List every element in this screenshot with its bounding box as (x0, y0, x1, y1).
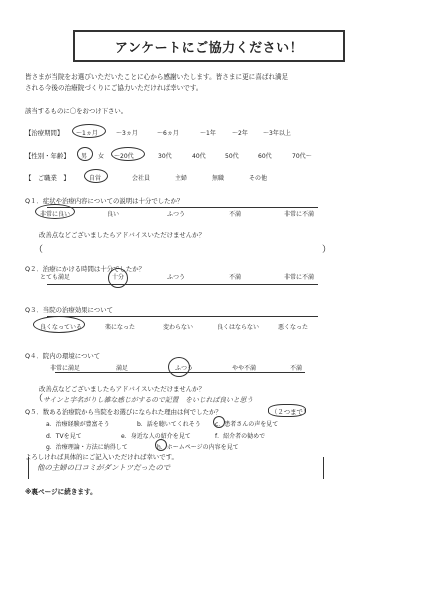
period-label: 【治療期間】 (25, 129, 64, 137)
survey-title-text: アンケートにご協力ください！ (114, 40, 304, 56)
q1-scale-4[interactable]: 不満 (229, 211, 242, 218)
q4-scale-2[interactable]: 満足 (116, 365, 129, 372)
q1-scale-1[interactable]: 非常に良い (40, 211, 71, 218)
q3-scale-1[interactable]: 良くなっている (40, 324, 83, 331)
continue-note: ※裏ページに続きます。 (25, 488, 97, 496)
q1-paren-close: ） (322, 245, 332, 255)
q1-scale-2[interactable]: 良い (107, 211, 120, 218)
q4-followup: 改善点などございましたらアドバイスいただけませんか？ (39, 385, 205, 393)
period-option-5[interactable]: ～2年 (232, 130, 248, 137)
q5-note-circle (268, 404, 306, 417)
q1-followup: 改善点などございましたらアドバイスいただけませんか？ (39, 231, 205, 239)
q5-option-a[interactable]: a．治療経験が豊富そう (46, 421, 110, 428)
q3-scale-3[interactable]: 変わらない (163, 324, 194, 331)
q3-question: Q３．当院の治療効果について (25, 306, 113, 314)
age-option-60s[interactable]: 60代 (258, 153, 272, 160)
comment-prompt: よろしければ具体的にご記入いただければ幸いです。 (25, 453, 178, 461)
age-option-50s[interactable]: 50代 (225, 153, 239, 160)
q2-scale-3[interactable]: ふつう (167, 274, 186, 281)
age-option-40s[interactable]: 40代 (192, 153, 206, 160)
survey-title (73, 30, 345, 62)
q2-selection-circle (108, 268, 128, 288)
q5-option-f[interactable]: f．紹介者の勧めで (215, 433, 266, 440)
q3-scale-line (47, 316, 318, 317)
occupation-self-employed[interactable]: 自営 (89, 175, 102, 182)
gender-selection-circle (77, 147, 93, 161)
q1-scale-3[interactable]: ふつう (167, 211, 186, 218)
period-option-1[interactable]: ～1ヵ月 (76, 130, 98, 137)
q5-option-c[interactable]: c．患者さんの声を見て (215, 421, 279, 428)
q4-handwritten-answer: サインと字名がりし雑な感じがするので記置 をいじれば良いと思う (43, 396, 254, 404)
occupation-label: 【 ご職業 】 (25, 174, 70, 182)
intro-line-2: される今後の治療院づくりにご協力いただければ幸いです。 (25, 84, 203, 92)
occupation-other[interactable]: その他 (249, 175, 268, 182)
q3-selection-circle (33, 316, 85, 333)
q4-scale-1[interactable]: 非常に満足 (50, 365, 81, 372)
q2-scale-1[interactable]: とても満足 (40, 274, 71, 281)
period-option-4[interactable]: ～1年 (200, 130, 216, 137)
comment-handwritten: 他の主婦の口コミがダントツだったので (37, 463, 171, 472)
q4-scale-4[interactable]: やや不満 (232, 365, 257, 372)
q4-scale-3[interactable]: ふつう (175, 365, 194, 372)
intro-line-1: 皆さまが当院をお選びいただいたことに心から感謝いたします。皆さまに更に喜ばれ満足 (25, 73, 289, 81)
q4-scale-5[interactable]: 不満 (290, 365, 303, 372)
age-selection-circle (111, 147, 145, 161)
q5-option-e[interactable]: e．身近な人の紹介を見て (121, 433, 191, 440)
q5-question: Q５．数ある治療院から当院をお選びになられた理由は何でしたか？ (25, 408, 222, 416)
q2-scale-line (47, 284, 318, 285)
occupation-homemaker[interactable]: 主婦 (175, 175, 188, 182)
age-option-20s[interactable]: ～20代 (114, 153, 134, 160)
q3-scale-4[interactable]: 良くはならない (217, 324, 260, 331)
q5-option-g[interactable]: g．治療理論・方法に納得して (46, 444, 128, 451)
period-option-6[interactable]: ～3年以上 (263, 130, 291, 137)
q1-scale-line (47, 207, 318, 208)
period-option-3[interactable]: ～6ヵ月 (157, 130, 179, 137)
q3-scale-2[interactable]: 楽になった (105, 324, 136, 331)
period-option-2[interactable]: ～3ヵ月 (116, 130, 138, 137)
q4-paren-open: （ (34, 394, 44, 404)
q5-circle-h (155, 439, 167, 451)
q4-selection-circle (168, 357, 190, 377)
q5-circle-c (213, 416, 225, 428)
occupation-office-worker[interactable]: 会社員 (132, 175, 151, 182)
gender-age-label: 【性別・年齢】 (25, 152, 70, 160)
period-selection-circle (72, 124, 106, 138)
occupation-selection-circle (84, 169, 108, 183)
q3-scale-5[interactable]: 悪くなった (278, 324, 309, 331)
q1-scale-5[interactable]: 非常に不満 (284, 211, 315, 218)
gender-female[interactable]: 女 (98, 153, 105, 160)
q2-scale-5[interactable]: 非常に不満 (284, 274, 315, 281)
q5-option-d[interactable]: d．TVを見て (46, 433, 82, 440)
q5-note: （２つまで） (271, 408, 310, 416)
q1-selection-circle (35, 204, 75, 219)
q4-question: Q４．院内の環境について (25, 352, 101, 360)
q2-scale-2[interactable]: 十分 (112, 274, 125, 281)
q5-option-h[interactable]: h．ホームページの内容を見て (157, 444, 239, 451)
age-option-70s[interactable]: 70代～ (292, 153, 312, 160)
gender-male[interactable]: 男 (81, 153, 88, 160)
age-option-30s[interactable]: 30代 (158, 153, 172, 160)
q2-question: Q２．治療にかける時間は十分でしたか？ (25, 265, 146, 273)
instruction-text: 該当するものに〇をおつけ下さい。 (25, 107, 128, 115)
q2-scale-4[interactable]: 不満 (229, 274, 242, 281)
occupation-unemployed[interactable]: 無職 (212, 175, 225, 182)
q1-paren-open: （ (34, 245, 44, 255)
q1-question: Q１．症状や治療内容についての説明は十分でしたか？ (25, 197, 184, 205)
q5-option-b[interactable]: b．話を聴いてくれそう (137, 421, 201, 428)
